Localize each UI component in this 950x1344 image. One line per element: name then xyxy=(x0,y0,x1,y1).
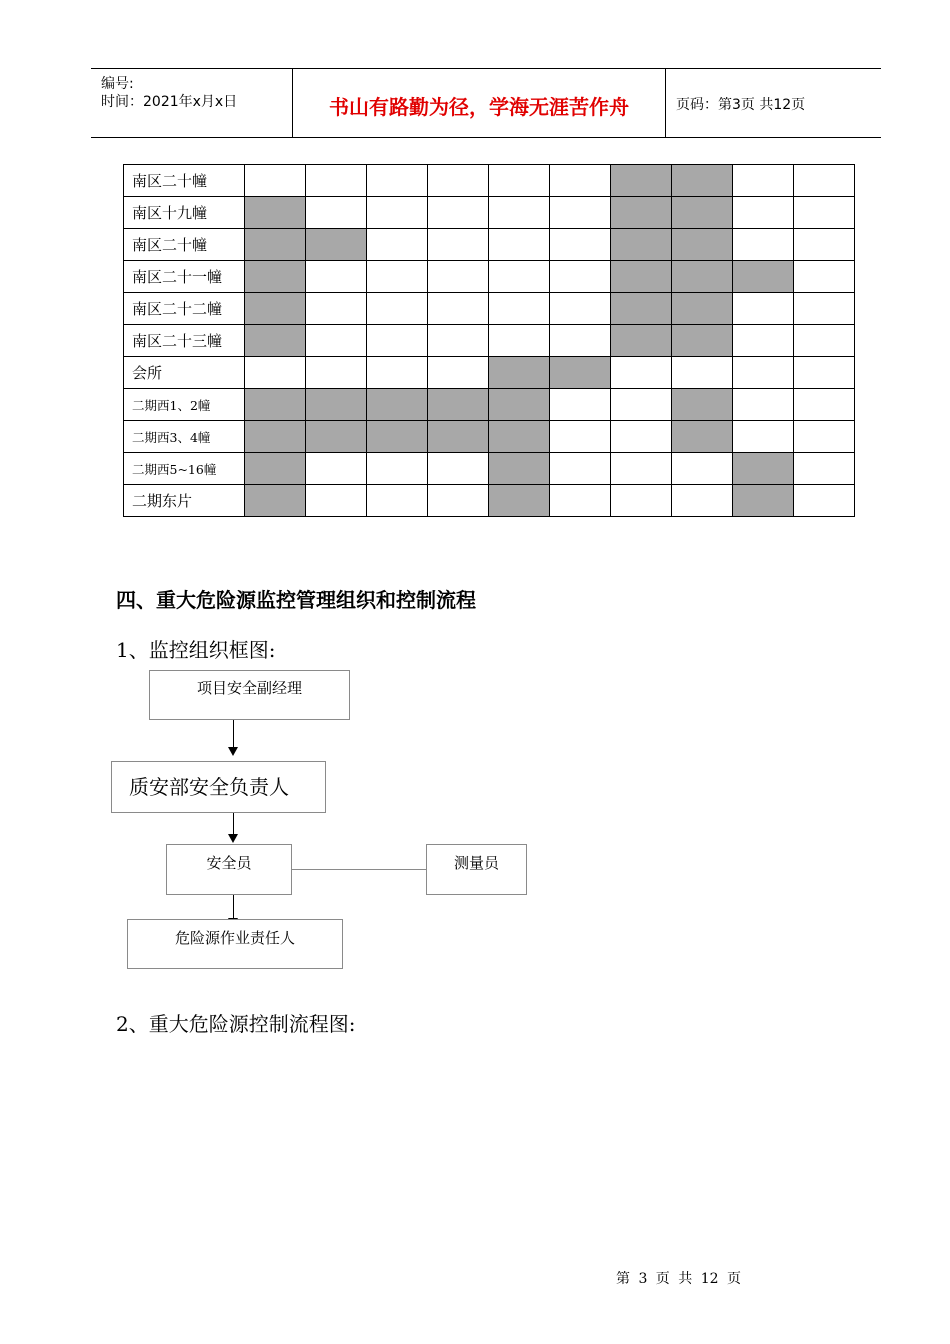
org-chart-subtitle: 1、监控组织框图: xyxy=(116,638,276,662)
page-footer: 第 3 页 共 12 页 xyxy=(616,1271,741,1287)
schedule-cell-shaded xyxy=(245,389,306,421)
motto: 书山有路勤为径，学海无涯苦作舟 xyxy=(329,95,629,119)
schedule-cell-shaded xyxy=(489,453,550,485)
schedule-cell xyxy=(550,421,611,453)
schedule-cell xyxy=(794,357,855,389)
building-name: 南区十九幢 xyxy=(124,197,245,229)
schedule-cell xyxy=(672,485,733,517)
schedule-cell xyxy=(367,325,428,357)
schedule-cell-shaded xyxy=(672,421,733,453)
schedule-cell xyxy=(489,197,550,229)
schedule-cell-shaded xyxy=(367,389,428,421)
schedule-cell-shaded xyxy=(306,229,367,261)
schedule-cell-shaded xyxy=(672,293,733,325)
schedule-cell-shaded xyxy=(611,197,672,229)
connector-line xyxy=(233,895,234,920)
schedule-cell xyxy=(306,325,367,357)
schedule-cell xyxy=(794,389,855,421)
schedule-cell-shaded xyxy=(489,421,550,453)
schedule-cell-shaded xyxy=(245,197,306,229)
arrow-down-icon xyxy=(228,834,238,843)
schedule-cell xyxy=(489,325,550,357)
time-label: 时间：2021年x月x日 xyxy=(101,94,238,110)
connector-line xyxy=(233,720,234,748)
schedule-cell xyxy=(611,485,672,517)
schedule-cell-shaded xyxy=(611,261,672,293)
number-label: 编号: xyxy=(101,76,134,92)
schedule-cell xyxy=(611,389,672,421)
schedule-cell xyxy=(489,165,550,197)
schedule-cell xyxy=(794,165,855,197)
schedule-cell xyxy=(428,165,489,197)
table-row xyxy=(124,421,855,453)
schedule-cell xyxy=(733,197,794,229)
schedule-cell-shaded xyxy=(489,389,550,421)
schedule-cell xyxy=(428,485,489,517)
header-page-cell xyxy=(666,69,881,137)
schedule-cell-shaded xyxy=(245,325,306,357)
schedule-cell-shaded xyxy=(550,357,611,389)
org-box-safety-head: 质安部安全负责人 xyxy=(111,761,326,813)
schedule-cell xyxy=(733,229,794,261)
table-row xyxy=(124,485,855,517)
schedule-cell xyxy=(794,229,855,261)
connector-line xyxy=(233,813,234,834)
schedule-cell xyxy=(489,229,550,261)
schedule-cell xyxy=(733,325,794,357)
schedule-cell xyxy=(733,357,794,389)
schedule-cell xyxy=(428,261,489,293)
flow-chart-subtitle: 2、重大危险源控制流程图: xyxy=(116,1012,356,1036)
schedule-cell-shaded xyxy=(611,229,672,261)
org-box-safety-officer: 安全员 xyxy=(166,844,292,895)
schedule-cell-shaded xyxy=(245,485,306,517)
schedule-cell xyxy=(306,357,367,389)
schedule-cell-shaded xyxy=(489,485,550,517)
schedule-cell xyxy=(428,325,489,357)
schedule-cell xyxy=(611,357,672,389)
schedule-cell xyxy=(794,453,855,485)
schedule-cell-shaded xyxy=(672,229,733,261)
org-box-surveyor: 测量员 xyxy=(426,844,527,895)
schedule-cell-shaded xyxy=(428,421,489,453)
schedule-cell xyxy=(428,357,489,389)
page-label: 页码：第3页 共12页 xyxy=(676,97,806,113)
schedule-cell-shaded xyxy=(245,453,306,485)
table-row xyxy=(124,357,855,389)
schedule-cell xyxy=(733,421,794,453)
schedule-cell xyxy=(489,261,550,293)
schedule-cell xyxy=(550,197,611,229)
schedule-cell xyxy=(550,325,611,357)
section-title: 四、重大危险源监控管理组织和控制流程 xyxy=(116,588,476,612)
schedule-cell-shaded xyxy=(672,197,733,229)
schedule-cell xyxy=(550,165,611,197)
schedule-cell-shaded xyxy=(733,261,794,293)
building-name: 南区二十幢 xyxy=(124,229,245,261)
schedule-cell xyxy=(367,485,428,517)
table-row xyxy=(124,165,855,197)
table-row xyxy=(124,453,855,485)
schedule-cell xyxy=(367,261,428,293)
building-name: 南区二十三幢 xyxy=(124,325,245,357)
schedule-cell xyxy=(794,421,855,453)
schedule-cell xyxy=(794,485,855,517)
schedule-cell xyxy=(245,357,306,389)
building-name: 二期西3、4幢 xyxy=(124,421,245,453)
header-motto-cell xyxy=(293,69,666,137)
building-name: 南区二十二幢 xyxy=(124,293,245,325)
schedule-cell xyxy=(794,261,855,293)
schedule-cell-shaded xyxy=(672,325,733,357)
schedule-cell xyxy=(306,197,367,229)
schedule-cell xyxy=(733,389,794,421)
schedule-cell-shaded xyxy=(428,389,489,421)
schedule-cell-shaded xyxy=(672,389,733,421)
schedule-table xyxy=(123,164,855,517)
schedule-cell xyxy=(428,229,489,261)
schedule-cell xyxy=(306,485,367,517)
schedule-cell xyxy=(550,389,611,421)
table-row xyxy=(124,197,855,229)
schedule-cell xyxy=(672,357,733,389)
schedule-cell-shaded xyxy=(733,485,794,517)
schedule-cell xyxy=(367,165,428,197)
table-row xyxy=(124,389,855,421)
org-box-hazard-operator: 危险源作业责任人 xyxy=(127,919,343,969)
schedule-cell-shaded xyxy=(489,357,550,389)
schedule-cell-shaded xyxy=(672,261,733,293)
schedule-cell xyxy=(306,165,367,197)
header-info-cell xyxy=(91,69,293,137)
schedule-cell xyxy=(794,293,855,325)
schedule-cell xyxy=(367,293,428,325)
schedule-cell xyxy=(733,165,794,197)
schedule-cell-shaded xyxy=(245,261,306,293)
schedule-cell xyxy=(611,453,672,485)
schedule-cell-shaded xyxy=(245,421,306,453)
schedule-cell xyxy=(672,453,733,485)
schedule-cell xyxy=(550,229,611,261)
schedule-cell xyxy=(245,165,306,197)
schedule-cell xyxy=(794,325,855,357)
page-header xyxy=(91,68,881,138)
schedule-cell-shaded xyxy=(306,389,367,421)
schedule-cell xyxy=(550,261,611,293)
arrow-down-icon xyxy=(228,747,238,756)
table-row xyxy=(124,229,855,261)
building-name: 二期西1、2幢 xyxy=(124,389,245,421)
schedule-cell xyxy=(428,453,489,485)
schedule-cell xyxy=(367,229,428,261)
schedule-cell-shaded xyxy=(306,421,367,453)
schedule-cell xyxy=(794,197,855,229)
schedule-cell-shaded xyxy=(611,293,672,325)
schedule-cell-shaded xyxy=(245,293,306,325)
table-row xyxy=(124,325,855,357)
building-name: 会所 xyxy=(124,357,245,389)
schedule-cell-shaded xyxy=(733,453,794,485)
building-name: 二期东片 xyxy=(124,485,245,517)
schedule-cell xyxy=(550,293,611,325)
schedule-cell-shaded xyxy=(245,229,306,261)
org-box-deputy-manager: 项目安全副经理 xyxy=(149,670,350,720)
schedule-cell-shaded xyxy=(672,165,733,197)
schedule-cell xyxy=(550,453,611,485)
table-row xyxy=(124,293,855,325)
schedule-cell xyxy=(306,453,367,485)
schedule-cell xyxy=(306,293,367,325)
schedule-cell xyxy=(733,293,794,325)
schedule-cell-shaded xyxy=(611,165,672,197)
schedule-cell-shaded xyxy=(611,325,672,357)
schedule-cell-shaded xyxy=(367,421,428,453)
schedule-cell xyxy=(367,357,428,389)
building-name: 二期西5~16幢 xyxy=(124,453,245,485)
schedule-cell xyxy=(367,197,428,229)
schedule-cell xyxy=(367,453,428,485)
schedule-cell xyxy=(306,261,367,293)
schedule-cell xyxy=(611,421,672,453)
table-row xyxy=(124,261,855,293)
building-name: 南区二十一幢 xyxy=(124,261,245,293)
connector-line xyxy=(292,869,426,870)
building-name: 南区二十幢 xyxy=(124,165,245,197)
schedule-cell xyxy=(428,293,489,325)
schedule-cell xyxy=(489,293,550,325)
schedule-cell xyxy=(428,197,489,229)
schedule-cell xyxy=(550,485,611,517)
